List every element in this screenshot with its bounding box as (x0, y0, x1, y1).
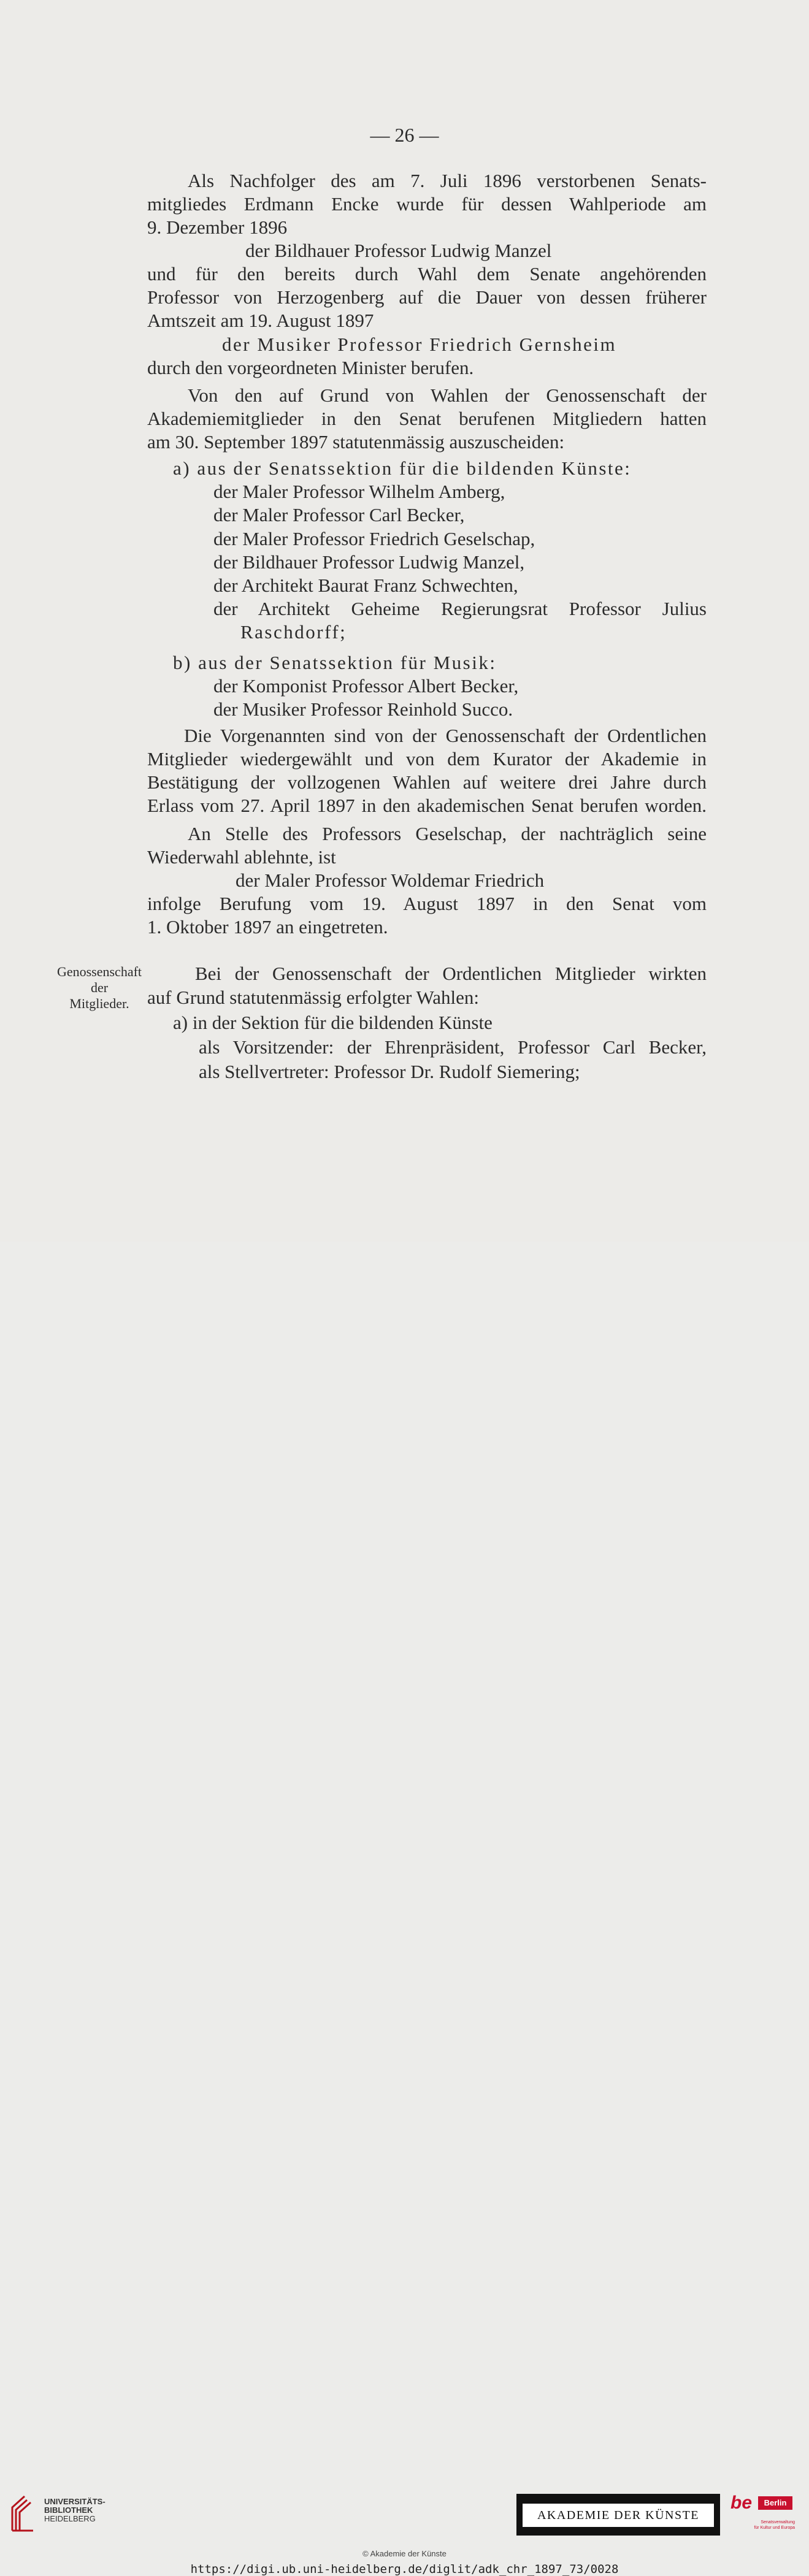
berlin-senate-logo[interactable] (729, 2493, 797, 2537)
text-line-12: am 30. September 1897 statutenmässig auszuscheiden: (147, 431, 565, 453)
text-line-37: als Stellvertreter: Professor Dr. Rudolf Siemering; (199, 1061, 580, 1082)
text-line-28: An Stelle des Professors Geselschap, der nachträglich seine (188, 823, 707, 844)
text-line-29: Wiederwahl ablehnte, ist (147, 846, 336, 868)
ub-heidelberg-logo-icon (9, 2494, 36, 2534)
page-number: — 26 — (370, 124, 439, 146)
text-line-11: Akademiemitglieder in den Senat berufenen Mitgliedern hatten (147, 408, 707, 429)
text-line-24: Die Vorgenannten sind von der Genossenschaft der Ordentlichen (184, 725, 707, 746)
text-line-18: der Architekt Baurat Franz Schwechten, (213, 575, 518, 596)
berlin-sub-label (747, 2520, 795, 2531)
text-line-10: Von den auf Grund von Wahlen der Genossenschaft der (188, 384, 707, 406)
copyright-notice: © Akademie der Künste (362, 2549, 447, 2558)
margin-note (44, 964, 155, 1012)
text-line-5: und für den bereits durch Wahl dem Senate angehörenden (147, 263, 707, 285)
text-line-2: mitgliedes Erdmann Encke wurde für dessen Wahlperiode am (147, 193, 707, 215)
text-line-15: der Maler Professor Carl Becker, (213, 504, 465, 526)
text-line-6: Professor von Herzogenberg auf die Dauer von dessen früherer (147, 286, 707, 308)
text-line-31: infolge Berufung vom 19. August 1897 in den Senat vom (147, 893, 707, 914)
text-line-13: a) aus der Senatssektion für die bildenden Künste: (173, 457, 632, 479)
text-line-7: Amtszeit am 19. August 1897 (147, 310, 374, 331)
text-line-35: a) in der Sektion für die bildenden Künste (173, 1012, 493, 1033)
text-line-16: der Maler Professor Friedrich Geselschap, (213, 528, 535, 549)
ub-label-line-2: BIBLIOTHEK (44, 2505, 93, 2515)
berlin-sub-line-1: Senatsverwaltung (761, 2520, 795, 2524)
akademie-der-kuenste-logo[interactable] (516, 2494, 720, 2536)
berlin-sub-line-2: für Kultur und Europa (754, 2526, 795, 2530)
margin-note-line-1: Genossenschaft (56, 964, 142, 979)
text-line-26: Bestätigung der vollzogenen Wahlen auf weitere drei Jahre durch (147, 771, 707, 793)
text-line-19: der Architekt Geheime Regierungsrat Professor Julius (213, 598, 707, 619)
text-line-27: Erlass vom 27. April 1897 in den akademischen Senat berufen worden. (147, 795, 707, 816)
text-line-17: der Bildhauer Professor Ludwig Manzel, (213, 551, 525, 573)
permalink-url[interactable]: https://digi.ub.uni-heidelberg.de/diglit/adk_chr_1897_73/0028 (190, 2563, 619, 2576)
text-line-22: der Komponist Professor Albert Becker, (213, 675, 519, 697)
text-line-36: als Vorsitzender: der Ehrenpräsident, Professor Carl Becker, (199, 1036, 707, 1058)
berlin-be-mark: be (730, 2493, 753, 2513)
text-line-34: auf Grund statutenmässig erfolgter Wahlen: (147, 987, 480, 1008)
text-line-25: Mitglieder wiedergewählt und von dem Kurator der Akademie in (147, 748, 707, 770)
ub-heidelberg-label[interactable] (44, 2498, 105, 2523)
text-line-8: der Musiker Professor Friedrich Gernsheim (222, 334, 617, 355)
text-line-20: Raschdorff; (240, 621, 347, 643)
margin-note-line-3: Mitglieder. (69, 996, 129, 1011)
text-line-4: der Bildhauer Professor Ludwig Manzel (245, 240, 552, 261)
viewer-footer (0, 1242, 809, 2576)
text-line-30: der Maler Professor Woldemar Friedrich (236, 869, 545, 891)
text-line-14: der Maler Professor Wilhelm Amberg, (213, 481, 505, 502)
margin-note-line-2: der (90, 980, 109, 995)
text-line-9: durch den vorgeordneten Minister berufen. (147, 357, 474, 378)
text-line-33: Bei der Genossenschaft der Ordentlichen Mitglieder wirkten (195, 963, 707, 984)
scanned-page (0, 0, 809, 1242)
text-line-32: 1. Oktober 1897 an eingetreten. (147, 916, 388, 938)
text-line-21: b) aus der Senatssektion für Musik: (173, 652, 497, 673)
berlin-label: Berlin (758, 2496, 792, 2510)
ub-label-line-3: HEIDELBERG (44, 2514, 96, 2523)
text-line-1: Als Nachfolger des am 7. Juli 1896 verstorbenen Senats- (188, 170, 707, 191)
adk-logo-label: AKADEMIE DER KÜNSTE (523, 2504, 714, 2527)
text-line-3: 9. Dezember 1896 (147, 216, 288, 238)
ub-label-line-1: UNIVERSITÄTS- (44, 2497, 105, 2506)
text-line-23: der Musiker Professor Reinhold Succo. (213, 698, 513, 720)
